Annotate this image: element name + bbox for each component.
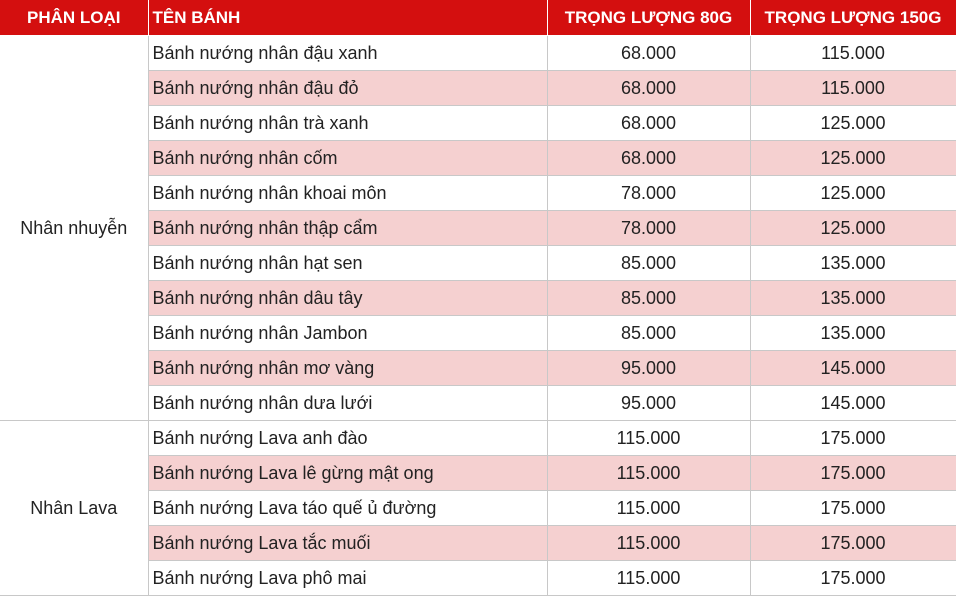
price-150g-cell: 145.000: [750, 351, 956, 386]
header-category: PHÂN LOẠI: [0, 0, 148, 36]
cake-name-cell: Bánh nướng Lava anh đào: [148, 421, 547, 456]
cake-name-cell: Bánh nướng nhân cốm: [148, 141, 547, 176]
price-80g-cell: 115.000: [547, 561, 750, 596]
table-header: [0, 0, 956, 36]
price-80g-cell: 85.000: [547, 246, 750, 281]
header-row: [0, 0, 956, 36]
cake-name-cell: Bánh nướng nhân đậu đỏ: [148, 71, 547, 106]
header-name: TÊN BÁNH: [148, 0, 547, 36]
price-80g-cell: 85.000: [547, 316, 750, 351]
price-150g-cell: 125.000: [750, 141, 956, 176]
cake-name-cell: Bánh nướng nhân thập cẩm: [148, 211, 547, 246]
cake-name-cell: Bánh nướng nhân khoai môn: [148, 176, 547, 211]
category-cell: Nhân Lava: [0, 421, 148, 596]
price-80g-cell: 95.000: [547, 386, 750, 421]
price-80g-cell: 115.000: [547, 456, 750, 491]
price-150g-cell: 175.000: [750, 491, 956, 526]
cake-name-cell: Bánh nướng nhân mơ vàng: [148, 351, 547, 386]
price-80g-cell: 95.000: [547, 351, 750, 386]
price-150g-cell: 115.000: [750, 71, 956, 106]
price-80g-cell: 68.000: [547, 71, 750, 106]
table-row: [0, 36, 956, 71]
price-80g-cell: 115.000: [547, 526, 750, 561]
price-80g-cell: 78.000: [547, 176, 750, 211]
price-80g-cell: 68.000: [547, 106, 750, 141]
header-weight-80g: TRỌNG LƯỢNG 80G: [547, 0, 750, 36]
price-150g-cell: 145.000: [750, 386, 956, 421]
category-cell: Nhân nhuyễn: [0, 36, 148, 421]
cake-name-cell: Bánh nướng Lava phô mai: [148, 561, 547, 596]
price-80g-cell: 85.000: [547, 281, 750, 316]
table-row: [0, 421, 956, 456]
cake-name-cell: Bánh nướng nhân Jambon: [148, 316, 547, 351]
price-150g-cell: 115.000: [750, 36, 956, 71]
price-80g-cell: 115.000: [547, 421, 750, 456]
price-150g-cell: 135.000: [750, 281, 956, 316]
price-150g-cell: 175.000: [750, 421, 956, 456]
price-150g-cell: 125.000: [750, 211, 956, 246]
cake-name-cell: Bánh nướng Lava lê gừng mật ong: [148, 456, 547, 491]
price-80g-cell: 68.000: [547, 36, 750, 71]
cake-name-cell: Bánh nướng nhân dưa lưới: [148, 386, 547, 421]
price-150g-cell: 175.000: [750, 456, 956, 491]
price-150g-cell: 175.000: [750, 561, 956, 596]
table-body: [0, 36, 956, 596]
price-150g-cell: 135.000: [750, 316, 956, 351]
header-weight-150g: TRỌNG LƯỢNG 150G: [750, 0, 956, 36]
price-150g-cell: 135.000: [750, 246, 956, 281]
price-80g-cell: 78.000: [547, 211, 750, 246]
cake-name-cell: Bánh nướng nhân hạt sen: [148, 246, 547, 281]
cake-name-cell: Bánh nướng Lava tắc muối: [148, 526, 547, 561]
cake-name-cell: Bánh nướng nhân đậu xanh: [148, 36, 547, 71]
cake-name-cell: Bánh nướng nhân dâu tây: [148, 281, 547, 316]
cake-name-cell: Bánh nướng nhân trà xanh: [148, 106, 547, 141]
price-150g-cell: 125.000: [750, 176, 956, 211]
price-150g-cell: 125.000: [750, 106, 956, 141]
cake-name-cell: Bánh nướng Lava táo quế ủ đường: [148, 491, 547, 526]
price-80g-cell: 68.000: [547, 141, 750, 176]
price-80g-cell: 115.000: [547, 491, 750, 526]
price-150g-cell: 175.000: [750, 526, 956, 561]
